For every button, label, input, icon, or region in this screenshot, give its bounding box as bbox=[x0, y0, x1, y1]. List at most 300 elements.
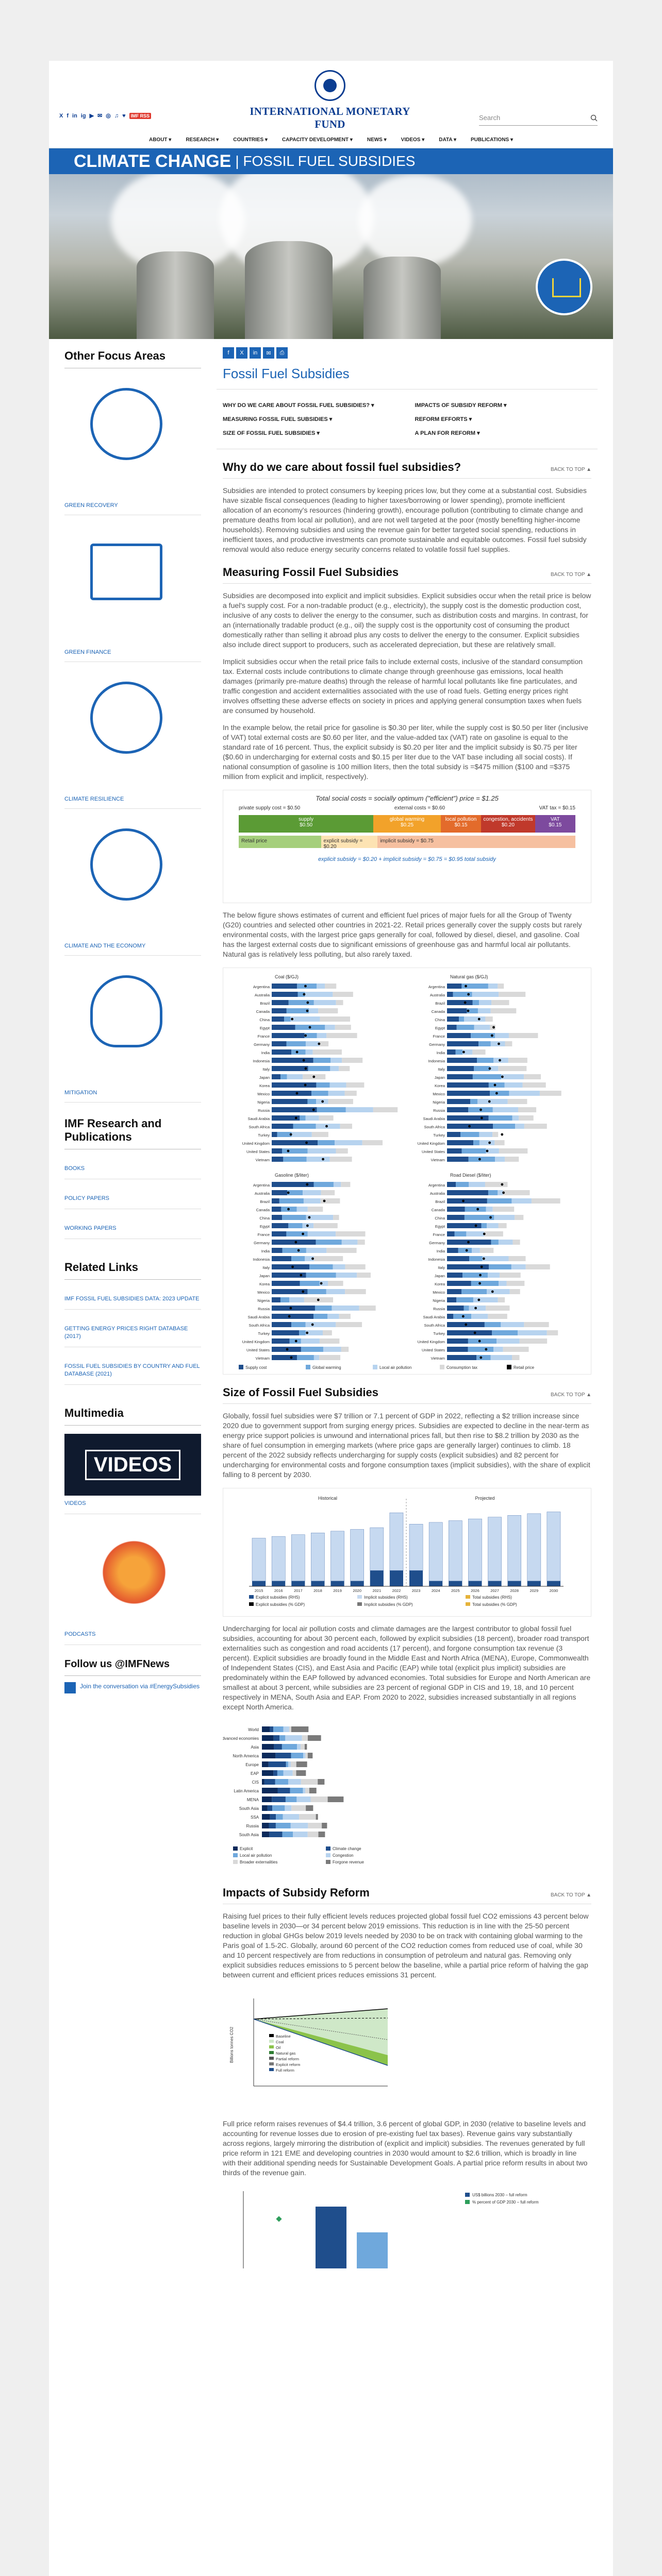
region-bar-segment bbox=[273, 1726, 284, 1732]
price-bar-segment bbox=[478, 1041, 490, 1046]
price-bar-segment bbox=[342, 1058, 362, 1063]
segment-value: $0.25 bbox=[400, 822, 414, 828]
section-title: Why do we care about fossil fuel subsidies? bbox=[223, 461, 461, 473]
wind-turbine-icon bbox=[90, 388, 162, 460]
price-bar-segment bbox=[327, 1314, 339, 1319]
region-bar-segment bbox=[269, 1832, 282, 1837]
legend-swatch bbox=[326, 1853, 330, 1857]
back-to-top-link[interactable]: BACK TO TOP ▲ bbox=[550, 1392, 591, 1398]
price-bar-segment bbox=[447, 1066, 474, 1071]
price-bar-segment bbox=[326, 1248, 356, 1253]
country-label: China bbox=[259, 1018, 270, 1022]
focus-label: GREEN RECOVERY bbox=[64, 502, 118, 509]
price-bar-segment bbox=[447, 1140, 473, 1145]
price-bar-segment bbox=[479, 1132, 492, 1137]
youtube-icon[interactable]: ▶ bbox=[89, 113, 94, 119]
focus-green-finance[interactable] bbox=[64, 515, 201, 662]
search-icon[interactable] bbox=[590, 114, 598, 122]
price-bar-segment bbox=[306, 1049, 313, 1055]
country-label: India bbox=[261, 1249, 270, 1253]
region-bar-segment bbox=[305, 1753, 308, 1758]
price-bar-segment bbox=[494, 1140, 504, 1145]
price-bar-segment bbox=[499, 1240, 513, 1245]
price-bar-segment bbox=[447, 1041, 478, 1046]
country-label: Italy bbox=[262, 1067, 270, 1072]
share-x-icon[interactable]: X bbox=[236, 347, 247, 359]
share-facebook-icon[interactable]: f bbox=[223, 347, 234, 359]
flickr-icon[interactable]: ◎ bbox=[106, 113, 111, 119]
region-bar-segment bbox=[285, 1805, 291, 1811]
region-bar-segment bbox=[262, 1814, 270, 1820]
price-bar-segment bbox=[313, 1058, 331, 1063]
price-bar-segment bbox=[462, 1273, 488, 1278]
projected-label: Projected bbox=[475, 1496, 495, 1501]
share-linkedin-icon[interactable]: in bbox=[250, 347, 261, 359]
factory-icon bbox=[536, 259, 592, 315]
region-bar-segment bbox=[262, 1735, 274, 1741]
price-bar-segment bbox=[313, 1223, 338, 1228]
search-input[interactable] bbox=[479, 110, 598, 126]
implicit-subsidy-label: implicit subsidy = $0.75 bbox=[377, 836, 575, 848]
country-label: Nigeria bbox=[257, 1100, 270, 1105]
videos-tile[interactable] bbox=[64, 1434, 201, 1496]
region-bar-segment bbox=[264, 1779, 275, 1785]
country-label: Mexico bbox=[433, 1290, 445, 1295]
toc-measuring[interactable]: MEASURING FOSSIL FUEL SUBSIDIES ▾ bbox=[223, 416, 333, 422]
price-bar-segment bbox=[464, 1306, 469, 1311]
region-bar-segment bbox=[262, 1753, 275, 1758]
price-bar-segment bbox=[447, 1157, 469, 1162]
region-bar-segment bbox=[277, 1770, 284, 1776]
nav-data[interactable]: DATA ▾ bbox=[439, 137, 456, 143]
price-bar-segment bbox=[455, 1231, 467, 1236]
cost-bar bbox=[239, 815, 575, 833]
country-label: United Kingdom bbox=[242, 1340, 270, 1344]
region-bar-segment bbox=[302, 1735, 308, 1741]
toc-size[interactable]: SIZE OF FOSSIL FUEL SUBSIDIES ▾ bbox=[223, 430, 320, 436]
price-bar-segment bbox=[447, 1008, 467, 1013]
retail-price-marker bbox=[492, 1026, 495, 1029]
legend-swatch bbox=[440, 1365, 444, 1369]
retail-price-marker bbox=[462, 1315, 465, 1318]
videos-tile-text: VIDEOS bbox=[85, 1450, 180, 1480]
region-bar-segment bbox=[275, 1779, 288, 1785]
implicit-bar bbox=[311, 1533, 324, 1581]
facebook-icon[interactable]: f bbox=[67, 112, 69, 119]
toc-reform[interactable]: REFORM EFFORTS ▾ bbox=[415, 416, 472, 422]
price-bar-segment bbox=[488, 984, 498, 989]
focus-areas-heading: Other Focus Areas bbox=[64, 349, 201, 368]
price-bar-segment bbox=[272, 1264, 309, 1269]
region-bar-segment bbox=[262, 1761, 269, 1767]
retail-price-marker bbox=[499, 1059, 501, 1062]
focus-climate-economy[interactable] bbox=[64, 809, 201, 956]
country-label: Mexico bbox=[433, 1092, 445, 1096]
segment-value: $0.15 bbox=[454, 822, 468, 828]
price-bar-segment bbox=[316, 1082, 329, 1088]
focus-climate-resilience[interactable] bbox=[64, 662, 201, 809]
section-impacts bbox=[217, 1875, 598, 2274]
x-icon[interactable]: X bbox=[59, 112, 63, 119]
cost-segment bbox=[441, 815, 481, 833]
year-label: 2021 bbox=[372, 1588, 382, 1593]
price-bar-segment bbox=[491, 1000, 509, 1005]
legend-swatch bbox=[357, 1602, 362, 1606]
price-bar-segment bbox=[508, 1256, 525, 1261]
retail-price-marker bbox=[297, 1249, 300, 1252]
price-bar-segment bbox=[326, 1289, 345, 1294]
price-bar-segment bbox=[272, 1306, 315, 1311]
site-header bbox=[49, 61, 613, 148]
link-working-papers[interactable]: WORKING PAPERS bbox=[64, 1209, 201, 1239]
price-bar-segment bbox=[303, 1190, 321, 1195]
price-bar-segment bbox=[272, 1099, 307, 1104]
price-bar-segment bbox=[488, 1273, 500, 1278]
retail-price-marker bbox=[323, 1200, 326, 1202]
podcast-icon[interactable]: ♫ bbox=[114, 112, 119, 119]
price-bar-segment bbox=[490, 1091, 509, 1096]
price-bar-segment bbox=[532, 1198, 560, 1204]
region-bar-segment bbox=[262, 1797, 272, 1802]
retail-price-marker bbox=[294, 1241, 297, 1244]
nav-publications[interactable]: PUBLICATIONS ▾ bbox=[470, 137, 514, 143]
retail-price-marker bbox=[291, 1018, 293, 1021]
price-bar-segment bbox=[498, 1190, 503, 1195]
price-bar-segment bbox=[320, 1338, 339, 1344]
nav-countries[interactable]: COUNTRIES ▾ bbox=[233, 137, 268, 143]
link-ffs-data[interactable]: IMF FOSSIL FUEL SUBSIDIES DATA: 2023 UPDATE bbox=[64, 1280, 201, 1310]
price-bar-segment bbox=[487, 1289, 510, 1294]
country-label: Saudi Arabia bbox=[423, 1315, 445, 1319]
country-label: United States bbox=[421, 1149, 445, 1154]
implicit-bar bbox=[449, 1521, 462, 1581]
price-bar-segment bbox=[526, 1264, 550, 1269]
price-bar-segment bbox=[494, 1215, 515, 1220]
retail-price-marker bbox=[491, 1035, 493, 1037]
price-bar-segment bbox=[305, 992, 333, 997]
toc-plan[interactable]: A PLAN FOR REFORM ▾ bbox=[415, 430, 480, 436]
region-bar-segment bbox=[299, 1814, 316, 1820]
regional-subsidy-figure bbox=[223, 1720, 591, 1875]
imf-seal-icon bbox=[315, 70, 345, 101]
legend-swatch bbox=[465, 2200, 470, 2204]
year-label: 2020 bbox=[353, 1588, 362, 1593]
retail-price-marker bbox=[466, 1249, 468, 1252]
country-label: Russia bbox=[433, 1108, 445, 1113]
price-bar-segment bbox=[447, 1049, 456, 1055]
region-bar-segment bbox=[296, 1797, 310, 1802]
toc-impacts[interactable]: IMPACTS OF SUBSIDY REFORM ▾ bbox=[415, 402, 507, 409]
price-bar-segment bbox=[291, 1322, 305, 1327]
price-bar-segment bbox=[320, 1016, 350, 1022]
region-bar-segment bbox=[262, 1779, 264, 1785]
price-bar-segment bbox=[297, 1207, 308, 1212]
sidebar bbox=[49, 349, 217, 1693]
link-ffs-by-country[interactable]: FOSSIL FUEL SUBSIDIES BY COUNTRY AND FUEL DATABASE (2021) bbox=[64, 1347, 201, 1385]
legend-swatch bbox=[357, 1595, 362, 1599]
country-label: United Kingdom bbox=[242, 1141, 270, 1146]
country-label: Korea bbox=[434, 1083, 445, 1088]
price-bar-segment bbox=[482, 1223, 487, 1228]
price-bar-segment bbox=[314, 1256, 343, 1261]
hero-banner bbox=[49, 148, 613, 339]
panel-title: Coal ($/GJ) bbox=[275, 974, 299, 979]
price-bar-segment bbox=[447, 1207, 465, 1212]
implicit-bar bbox=[252, 1538, 266, 1581]
country-label: Nigeria bbox=[433, 1100, 445, 1105]
price-bar-segment bbox=[498, 1066, 526, 1071]
price-bar-segment bbox=[447, 1107, 468, 1112]
link-energy-prices[interactable]: GETTING ENERGY PRICES RIGHT DATABASE (2017) bbox=[64, 1310, 201, 1347]
price-bar-segment bbox=[512, 1115, 519, 1121]
price-bar-segment bbox=[486, 1306, 509, 1311]
country-label: Saudi Arabia bbox=[247, 1116, 270, 1121]
region-bar-segment bbox=[262, 1788, 277, 1793]
back-to-top-link[interactable]: BACK TO TOP ▲ bbox=[550, 467, 591, 472]
price-bar-segment bbox=[491, 1240, 498, 1245]
nav-research[interactable]: RESEARCH ▾ bbox=[186, 137, 219, 143]
historical-label: Historical bbox=[318, 1496, 338, 1501]
region-bar-segment bbox=[318, 1779, 324, 1785]
legend-label: Total subsidies (% GDP) bbox=[472, 1602, 517, 1607]
multimedia-heading: Multimedia bbox=[64, 1406, 201, 1426]
price-bar-segment bbox=[498, 1297, 505, 1302]
price-bar-segment bbox=[336, 1231, 365, 1236]
price-bar-segment bbox=[272, 1016, 284, 1022]
country-label: Korea bbox=[259, 1282, 270, 1286]
country-label: Italy bbox=[262, 1265, 270, 1270]
country-label: Russia bbox=[433, 1307, 445, 1311]
legend-label: Explicit bbox=[240, 1846, 253, 1851]
section-why bbox=[217, 449, 598, 554]
retail-price-marker bbox=[479, 1357, 482, 1359]
country-label: China bbox=[435, 1216, 445, 1221]
retail-price-marker bbox=[317, 1299, 320, 1301]
price-bar-segment bbox=[499, 1281, 506, 1286]
price-bar-segment bbox=[495, 1157, 505, 1162]
price-bar-segment bbox=[447, 1306, 464, 1311]
back-to-top-link[interactable]: BACK TO TOP ▲ bbox=[550, 572, 591, 578]
segment-label: local pollution bbox=[445, 817, 477, 822]
weibo-icon[interactable]: ♥ bbox=[122, 112, 126, 119]
cooling-tower bbox=[363, 257, 441, 339]
legend-swatch bbox=[466, 1602, 470, 1606]
region-bar-segment bbox=[270, 1726, 273, 1732]
price-bar-segment bbox=[323, 1330, 332, 1335]
fuel-prices-figure bbox=[223, 968, 591, 1375]
retail-price-marker bbox=[304, 1084, 307, 1087]
price-bar-segment bbox=[490, 1355, 512, 1360]
price-bar-segment bbox=[505, 1041, 512, 1046]
focus-mitigation[interactable] bbox=[64, 956, 201, 1103]
price-bar-segment bbox=[447, 1338, 468, 1344]
share-print-icon[interactable]: ⎙ bbox=[276, 347, 288, 359]
nav-videos[interactable]: VIDEOS ▾ bbox=[401, 137, 425, 143]
price-bar-segment bbox=[471, 1314, 488, 1319]
price-bar-segment bbox=[291, 1049, 306, 1055]
region-bar-segment bbox=[262, 1805, 268, 1811]
search-placeholder: Search bbox=[479, 114, 501, 122]
country-label: Canada bbox=[431, 1009, 445, 1014]
region-label: World bbox=[248, 1727, 259, 1732]
focus-label: GREEN FINANCE bbox=[64, 649, 111, 655]
price-bar-segment bbox=[473, 1074, 501, 1079]
legend-label: Forgone revenue bbox=[333, 1860, 364, 1865]
price-bar-segment bbox=[346, 1107, 373, 1112]
region-label: Asia bbox=[251, 1745, 259, 1750]
retail-price-marker bbox=[465, 985, 467, 988]
explicit-bar bbox=[390, 1570, 403, 1586]
cooling-tower bbox=[245, 241, 333, 339]
retail-price-marker bbox=[304, 1035, 307, 1037]
price-bar-segment bbox=[472, 1248, 480, 1253]
link-podcasts[interactable]: PODCASTS bbox=[64, 1626, 201, 1645]
price-bar-segment bbox=[465, 1207, 486, 1212]
retail-price-marker bbox=[312, 1076, 315, 1078]
back-to-top-link[interactable]: BACK TO TOP ▲ bbox=[550, 1892, 591, 1898]
region-bar-segment bbox=[291, 1761, 296, 1767]
implicit-bar bbox=[488, 1517, 502, 1581]
legend-swatch bbox=[269, 2034, 274, 2037]
price-bar-segment bbox=[447, 1297, 456, 1302]
price-bar-segment bbox=[476, 1355, 490, 1360]
link-policy-papers[interactable]: POLICY PAPERS bbox=[64, 1179, 201, 1209]
retail-price-marker bbox=[288, 1315, 291, 1318]
retail-price-marker bbox=[296, 1051, 299, 1054]
region-bar-segment bbox=[268, 1805, 272, 1811]
retail-price-marker bbox=[467, 993, 470, 996]
region-label: Europe bbox=[245, 1762, 259, 1767]
price-bar-segment bbox=[306, 1115, 319, 1121]
price-bar-segment bbox=[509, 1091, 539, 1096]
price-bar-segment bbox=[272, 1074, 280, 1079]
share-bar bbox=[223, 347, 598, 359]
price-bar-segment bbox=[473, 1140, 479, 1145]
price-bar-segment bbox=[272, 1148, 282, 1154]
year-label: 2024 bbox=[431, 1588, 440, 1593]
region-label: South Asia bbox=[239, 1806, 259, 1811]
price-bar-segment bbox=[357, 1240, 365, 1245]
retail-price-marker bbox=[479, 1109, 482, 1111]
country-label: France bbox=[257, 1034, 270, 1039]
revenue-bar bbox=[357, 2232, 388, 2268]
legend-label: Retail price bbox=[514, 1365, 535, 1370]
price-bar-segment bbox=[485, 1182, 508, 1187]
retail-price-marker bbox=[478, 1282, 481, 1285]
segment-label: global warming bbox=[389, 817, 425, 822]
price-bar-segment bbox=[307, 1157, 330, 1162]
emissions-impact-figure bbox=[223, 1988, 591, 2112]
country-label: Egypt bbox=[259, 1224, 270, 1229]
region-bar-segment bbox=[282, 1744, 297, 1750]
retail-price-marker bbox=[287, 1192, 290, 1194]
region-label: Advanced economies bbox=[223, 1736, 259, 1741]
country-label: Indonesia bbox=[428, 1257, 445, 1262]
legend-label: Supply cost bbox=[245, 1365, 267, 1370]
price-bar-segment bbox=[342, 1240, 358, 1245]
country-label: Korea bbox=[434, 1282, 445, 1286]
year-label: 2017 bbox=[293, 1588, 303, 1593]
instagram-icon[interactable]: ig bbox=[80, 112, 86, 119]
legend-swatch bbox=[233, 1846, 238, 1851]
legend-label: Oil bbox=[276, 2045, 281, 2050]
legend-swatch bbox=[269, 2040, 274, 2043]
follow-row[interactable] bbox=[64, 1682, 201, 1693]
legend-label: Climate change bbox=[333, 1846, 361, 1851]
retail-price-marker bbox=[462, 1051, 465, 1054]
nav-capacity-development[interactable]: CAPACITY DEVELOPMENT ▾ bbox=[282, 137, 353, 143]
podcasts-tile[interactable] bbox=[64, 1523, 201, 1626]
imf-rss-badge[interactable]: IMF RSS bbox=[129, 113, 152, 119]
related-links-heading: Related Links bbox=[64, 1261, 201, 1280]
region-bar-segment bbox=[273, 1770, 277, 1776]
globe-currency-icon bbox=[90, 828, 162, 901]
price-bar-segment bbox=[309, 1264, 333, 1269]
price-bar-segment bbox=[289, 1297, 304, 1302]
implicit-bar bbox=[547, 1512, 560, 1581]
price-bar-segment bbox=[301, 1338, 320, 1344]
imf-logo[interactable] bbox=[245, 70, 415, 131]
price-bar-segment bbox=[474, 1066, 490, 1071]
price-bar-segment bbox=[489, 1264, 511, 1269]
price-bar-segment bbox=[323, 1347, 341, 1352]
price-bar-segment bbox=[306, 1041, 320, 1046]
country-label: Japan bbox=[259, 1075, 270, 1080]
region-label: Latin America bbox=[234, 1789, 259, 1793]
country-label: Turkey bbox=[258, 1331, 270, 1336]
link-videos[interactable]: VIDEOS bbox=[64, 1496, 201, 1514]
region-bar-segment bbox=[274, 1744, 282, 1750]
legend-swatch bbox=[326, 1846, 330, 1851]
price-bar-segment bbox=[509, 1033, 538, 1038]
retail-price-marker bbox=[286, 1348, 289, 1351]
region-bar-segment bbox=[306, 1805, 313, 1811]
price-bar-segment bbox=[283, 1157, 306, 1162]
price-bar-segment bbox=[284, 1016, 291, 1022]
price-bar-segment bbox=[357, 1273, 371, 1278]
price-bar-segment bbox=[272, 1132, 277, 1137]
toc-why[interactable]: WHY DO WE CARE ABOUT FOSSIL FUEL SUBSIDIES? ▾ bbox=[223, 402, 374, 409]
price-bar-segment bbox=[325, 984, 336, 989]
country-label: Australia bbox=[429, 993, 445, 997]
linkedin-icon[interactable]: in bbox=[72, 112, 77, 119]
nav-about[interactable]: ABOUT ▾ bbox=[148, 137, 172, 143]
year-label: 2016 bbox=[274, 1588, 283, 1593]
legend-label: Consumption tax bbox=[446, 1365, 478, 1370]
retail-price-marker bbox=[289, 1307, 292, 1310]
nav-news[interactable]: NEWS ▾ bbox=[367, 137, 387, 143]
price-bar-segment bbox=[515, 1215, 523, 1220]
price-bar-segment bbox=[513, 1240, 520, 1245]
price-bar-segment bbox=[459, 1016, 464, 1022]
steam-cloud bbox=[358, 174, 472, 267]
region-bar-segment bbox=[279, 1735, 285, 1741]
focus-green-recovery[interactable] bbox=[64, 368, 201, 515]
price-bar-segment bbox=[447, 1198, 487, 1204]
price-bar-segment bbox=[473, 1000, 479, 1005]
link-books[interactable]: BOOKS bbox=[64, 1149, 201, 1179]
price-bar-segment bbox=[469, 1157, 495, 1162]
share-mail-icon[interactable]: ✉ bbox=[263, 347, 274, 359]
price-bar-segment bbox=[486, 1207, 493, 1212]
mail-icon[interactable]: ✉ bbox=[97, 113, 103, 119]
price-bar-segment bbox=[333, 1264, 345, 1269]
price-bar-segment bbox=[308, 1148, 336, 1154]
country-label: Germany bbox=[254, 1241, 270, 1245]
retail-price-marker bbox=[305, 1067, 307, 1070]
retail-price-marker bbox=[481, 1117, 483, 1120]
paragraph: Subsidies are intended to protect consumers by keeping prices low, but they come at a substantial cost. Subsidies have sizable fiscal consequences (leading to higher taxes/borrowing or lower spending), promote inefficient allocation of an economy's resources (hindering growth), encourage pollution (contributing to climate change and premature deaths from local air pollution), and are not well targeted at the poor (mostly benefiting higher-income households). Removing subsidies and using the revenue gain for better targeted social spending, reductions in inefficient taxes, and productive investments can promote sustainable and equitable outcomes. Fossil fuel subsidy removal would also reduce energy security concerns related to volatile fossil fuel supplies. bbox=[223, 486, 587, 553]
